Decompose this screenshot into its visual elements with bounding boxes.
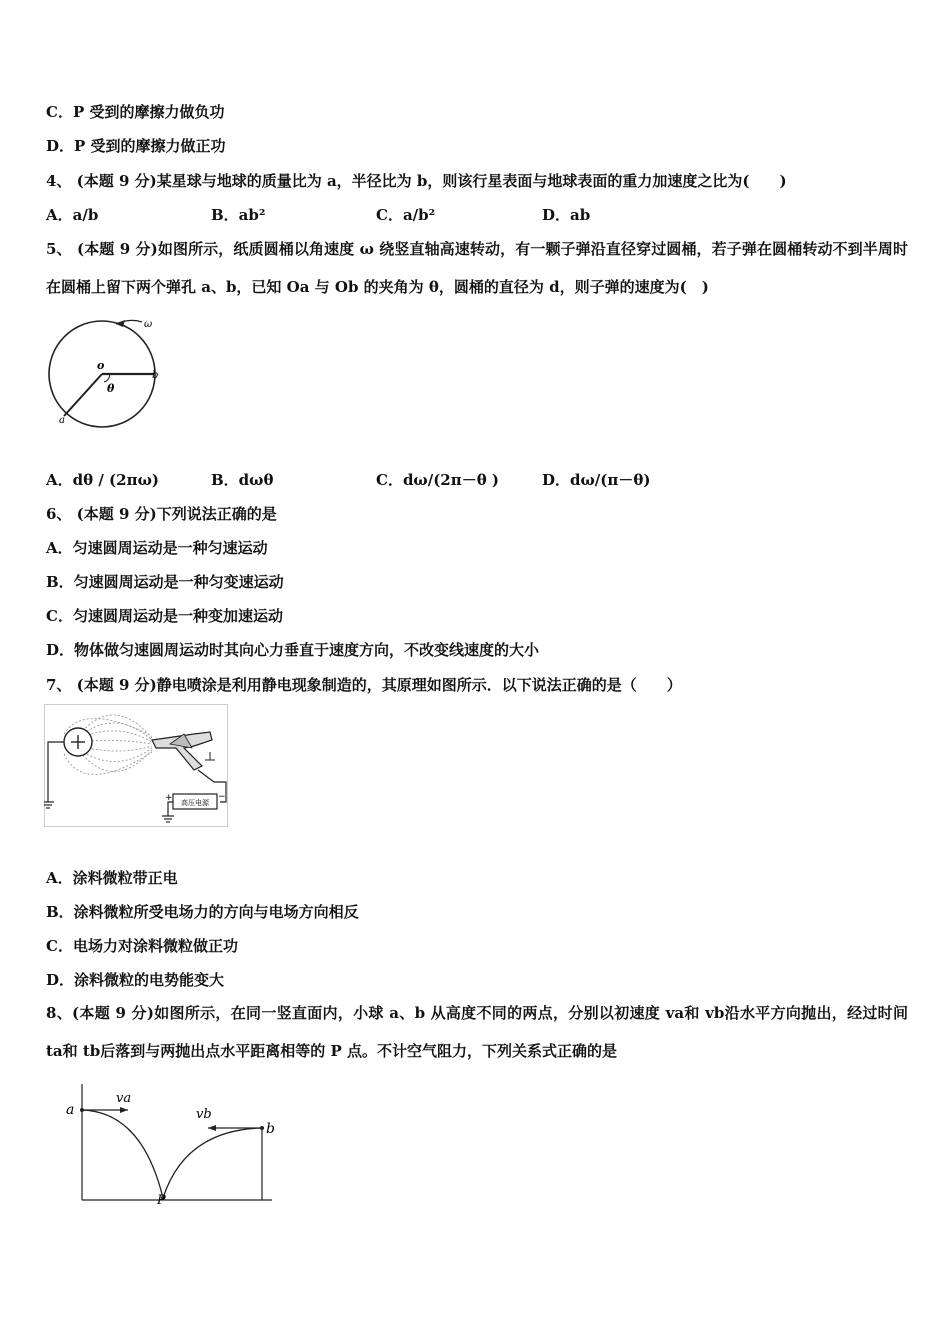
q5-o-label: o — [97, 359, 105, 372]
q4-option-b: B．ab² — [211, 206, 266, 224]
q4-stem: 4、 (本题 9 分)某星球与地球的质量比为 a，半径比为 b，则该行星表面与地球表面的重力加速度之比为( ) — [46, 172, 787, 190]
q5-cylinder-figure — [44, 310, 169, 435]
q7-option-b: B．涂料微粒所受电场力的方向与电场方向相反 — [46, 903, 359, 921]
q8-b-label: b — [266, 1121, 275, 1137]
q5-theta-label: θ — [107, 382, 115, 395]
q6-option-c: C．匀速圆周运动是一种变加速运动 — [46, 607, 283, 625]
q8-a-label: a — [66, 1102, 75, 1118]
q3-option-d: D．P 受到的摩擦力做正功 — [46, 137, 226, 155]
q4-option-d: D．ab — [542, 206, 591, 224]
q5-stem: 5、 (本题 9 分)如图所示，纸质圆桶以角速度 ω 绕竖直轴高速转动，有一颗子弹沿直径穿过圆桶，若子弹在圆桶转动不到半周时在圆桶上留下两个弹孔 a、b，已知 Oa 与 Ob 的夹角为 θ，圆桶的直径为 d，则子弹的速度为( ) — [46, 240, 908, 296]
q5-option-c: C．dω/(2π－θ ) — [376, 471, 500, 489]
q8-p-label: P — [157, 1193, 166, 1205]
q8-projectile-figure — [60, 1080, 280, 1205]
q7-option-a: A．涂料微粒带正电 — [46, 869, 178, 887]
q7-power-supply-label: 高压电源 — [181, 799, 209, 807]
q5-option-b: B．dωθ — [211, 471, 274, 489]
q5-b-label: b — [152, 370, 159, 381]
svg-text:−: − — [218, 792, 226, 802]
q5-option-d: D．dω/(π－θ) — [542, 471, 651, 489]
q7-spray-figure — [44, 704, 230, 836]
q8-va-label: va — [116, 1091, 132, 1106]
q5-omega-label: ω — [144, 319, 153, 330]
q4-option-c: C．a/b² — [376, 206, 436, 224]
q7-option-d: D．涂料微粒的电势能变大 — [46, 971, 225, 989]
q6-stem: 6、 (本题 9 分)下列说法正确的是 — [46, 505, 277, 523]
q6-option-a: A．匀速圆周运动是一种匀速运动 — [46, 539, 268, 557]
q3-option-c: C．P 受到的摩擦力做负功 — [46, 103, 225, 121]
q8-stem: 8、(本题 9 分)如图所示，在同一竖直面内，小球 a、b 从高度不同的两点，分别以初速度 va和 vb沿水平方向抛出，经过时间 ta和 tb后落到与两抛出点水平距离相等的 P 点。不计空气阻力，下列关系式正确的是 — [46, 1004, 908, 1060]
q6-option-b: B．匀速圆周运动是一种匀变速运动 — [46, 573, 284, 591]
q5-option-a: A．dθ / (2πω) — [46, 471, 159, 489]
svg-text:+: + — [165, 793, 173, 803]
q5-a-label: a — [59, 415, 65, 426]
q6-option-d: D．物体做匀速圆周运动时其向心力垂直于速度方向，不改变线速度的大小 — [46, 641, 540, 659]
q7-option-c: C．电场力对涂料微粒做正功 — [46, 937, 238, 955]
q4-option-a: A．a/b — [46, 206, 99, 224]
q8-vb-label: vb — [196, 1107, 212, 1122]
q7-stem: 7、 (本题 9 分)静电喷涂是利用静电现象制造的，其原理如图所示．以下说法正确的是（ ） — [46, 676, 682, 694]
